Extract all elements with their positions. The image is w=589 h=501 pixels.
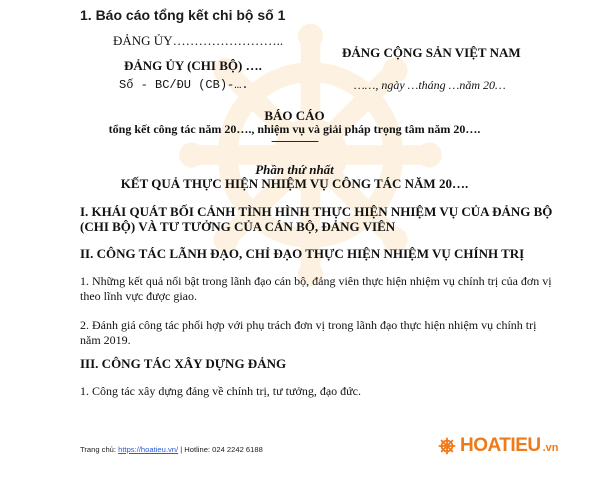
branch-name: ĐẢNG ỦY (CHI BỘ) …. (124, 58, 262, 73)
ship-wheel-icon (438, 437, 456, 455)
party-name: ĐẢNG CỘNG SẢN VIỆT NAM (342, 45, 521, 60)
section-heading-2: II. CÔNG TÁC LÃNH ĐẠO, CHỈ ĐẠO THỰC HIỆN NHIỆM VỤ CHÍNH TRỊ (80, 246, 525, 261)
report-title: BÁO CÁO (264, 108, 325, 123)
footer-link[interactable]: https://hoatieu.vn/ (118, 445, 179, 454)
paragraph-1: 1. Những kết quả nổi bật trong lãnh đạo cán bộ, đảng viên thực hiện nhiệm vụ chính trị của đơn vị theo lĩnh vực được giao. (80, 274, 552, 303)
party-committee-line: ĐẢNG ỦY…………………….. (113, 33, 284, 48)
document-number: Số - BC/ĐU (CB)-…. (119, 78, 249, 92)
section-heading-1: I. KHÁI QUÁT BỐI CẢNH TÌNH HÌNH THỰC HIỆN NHIỆM VỤ CỦA ĐẢNG BỘ (CHI BỘ) VÀ TƯ TƯỞNG CỦA CÁN BỘ, ĐẢNG VIÊN (80, 204, 553, 234)
logo-domain: .vn (542, 442, 559, 454)
part-label: Phần thứ nhất (255, 162, 334, 177)
hoatieu-logo[interactable] (438, 435, 559, 457)
paragraph-3: 1. Công tác xây dựng đảng về chính trị, tư tưởng, đạo đức. (80, 384, 361, 398)
part-title: KẾT QUẢ THỰC HIỆN NHIỆM VỤ CÔNG TÁC NĂM 20…. (120, 176, 469, 191)
paragraph-2: 2. Đánh giá công tác phối hợp với phụ trách đơn vị trong lãnh đạo thực hiện nhiệm vụ chính trị năm 2019. (80, 318, 537, 347)
footer-hotline: | Hotline: 024 2242 6188 (178, 445, 263, 454)
section-heading-3: III. CÔNG TÁC XÂY DỰNG ĐẢNG (80, 356, 287, 371)
report-divider: -------------------- (271, 136, 318, 147)
logo-text: HOATIEU (460, 435, 541, 456)
report-subtitle: tổng kết công tác năm 20…., nhiệm vụ và giải pháp trọng tâm năm 20…. (108, 122, 481, 136)
footer-prefix: Trang chủ: (80, 445, 119, 454)
document-heading: 1. Báo cáo tổng kết chi bộ số 1 (80, 7, 286, 23)
footer (80, 445, 263, 454)
document-date: ……, ngày …tháng …năm 20… (354, 78, 506, 92)
